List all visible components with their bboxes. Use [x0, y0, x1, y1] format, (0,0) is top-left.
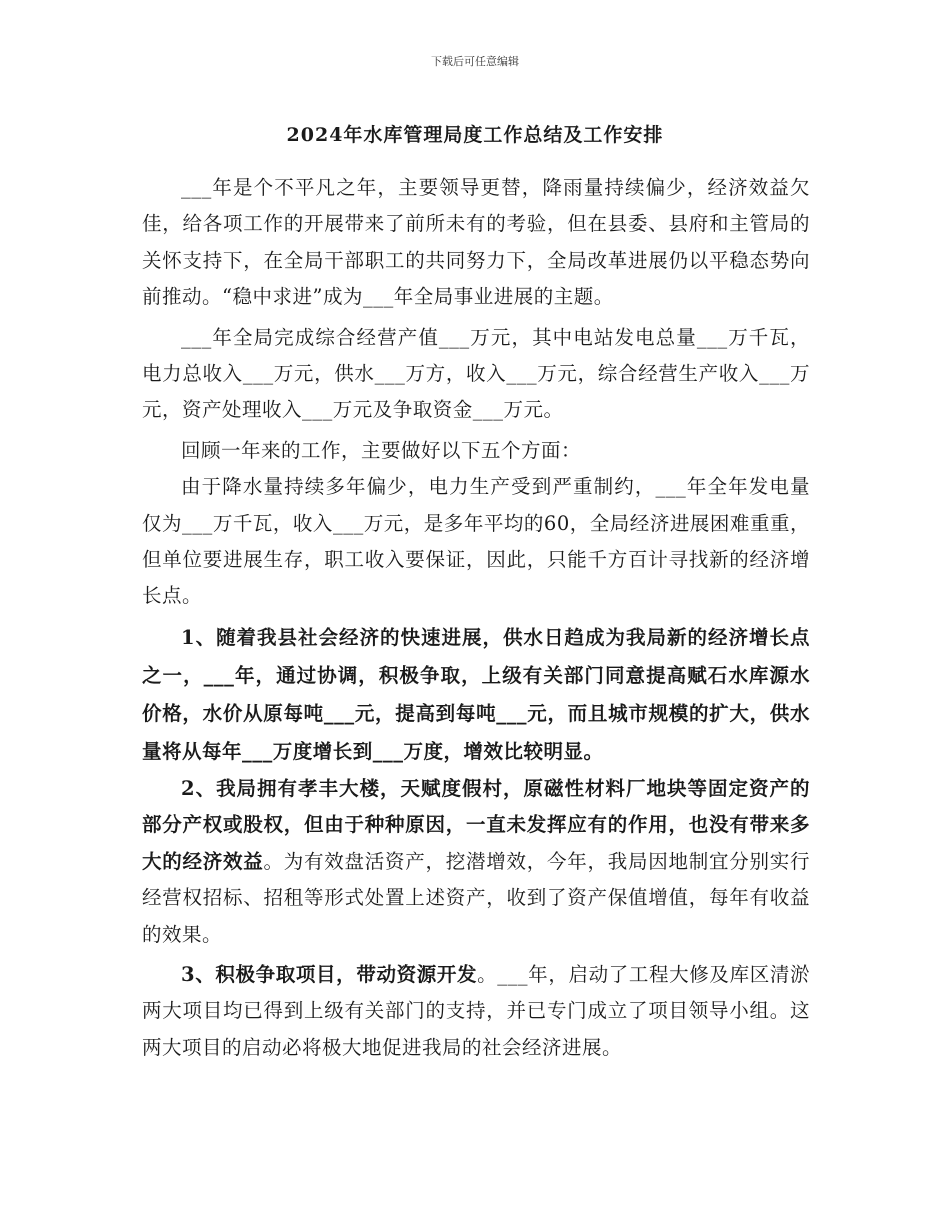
paragraph-2: ___年全局完成综合经营产值___万元，其中电站发电总量___万千瓦，电力总收入___万元，供水___万方，收入___万元，综合经营生产收入___万元，资产处理收入___万元及争取资金___万元。 — [142, 325, 810, 422]
paragraph-1: ___年是个不平凡之年，主要领导更替，降雨量持续偏少，经济效益欠佳，给各项工作的开展带来了前所未有的考验，但在县委、县府和主管局的关怀支持下，在全局干部职工的共同努力下，全局改革进展仍以平稳态势向前推动。“稳中求进”成为___年全局事业进展的主题。 — [142, 176, 810, 309]
paragraph-7-bold: 3、积极争取项目，带动资源开发 — [181, 962, 478, 986]
header-note: 下载后可任意编辑 — [431, 55, 519, 68]
paragraph-6-bold: 2、我局拥有孝丰大楼，天赋度假村，原磁性材料厂地块等固定资产的部分产权或股权，但由于种种原因，一直未发挥应有的作用，也没有带来多大的经济效益 — [142, 776, 810, 873]
paragraph-7 — [142, 957, 810, 1066]
paragraph-4: 由于降水量持续多年偏少，电力生产受到严重制约，___年全年发电量仅为___万千瓦，收入___万元，是多年平均的60，全局经济进展困难重重，但单位要进展生存，职工收入要保证，因此，只能千方百计寻找新的经济增长点。 — [142, 475, 810, 608]
paragraph-3: 回顾一年来的工作，主要做好以下五个方面： — [181, 438, 582, 462]
document-body — [142, 170, 810, 1066]
document-title: 2024年水库管理局度工作总结及工作安排 — [286, 124, 664, 146]
paragraph-7-rest: 。___年，启动了工程大修及库区清淤两大项目均已得到上级有关部门的支持，并已专门成立了项目领导小组。这两大项目的启动必将极大地促进我局的社会经济进展。 — [142, 962, 810, 1059]
paragraph-6-rest: 。为有效盘活资产，挖潜增效，今年，我局因地制宜分别实行经营权招标、招租等形式处置上述资产，收到了资产保值增值，每年有收益的效果。 — [142, 849, 810, 946]
paragraph-6 — [142, 771, 810, 953]
paragraph-5: 1、随着我县社会经济的快速进展，供水日趋成为我局新的经济增长点之一，___年，通过协调，积极争取，上级有关部门同意提高赋石水库源水价格，水价从原每吨___元，提高到每吨___元，而且城市规模的扩大，供水量将从每年___万度增长到___万度，增效比较明显。 — [142, 625, 810, 763]
